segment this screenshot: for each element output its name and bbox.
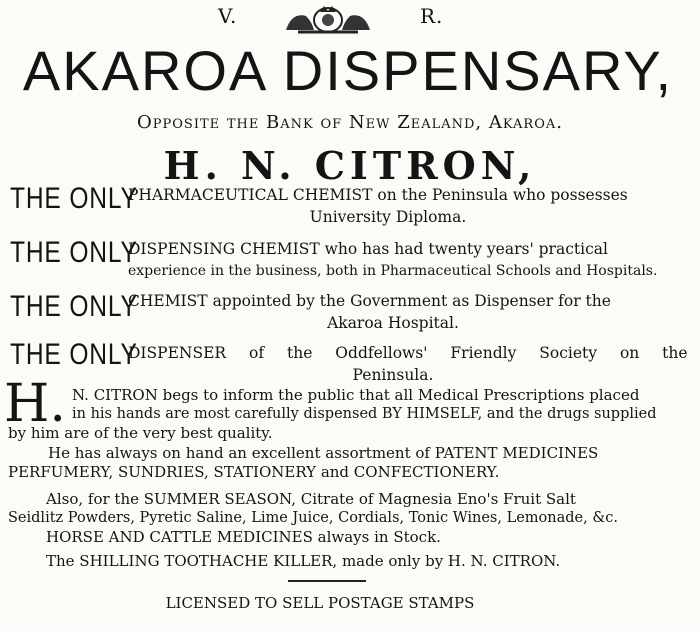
notice-line-3: by him are of the very best quality. — [8, 424, 273, 442]
claim-text-3 — [128, 290, 658, 334]
notice-line-2: in his hands are most carefully dispensed BY HIMSELF, and the drugs supplied — [72, 406, 657, 422]
address-subtitle: Opposite the Bank of New Zealand, Akaroa. — [137, 112, 563, 133]
claim-1-line2: University Diploma. — [309, 208, 467, 226]
toothache-killer-line: The SHILLING TOOTHACHE KILLER, made only by H. N. CITRON. — [46, 552, 561, 570]
claim-text-4 — [128, 342, 688, 386]
claim-3-line1: CHEMIST appointed by the Government as Dispenser for the — [128, 292, 611, 310]
claim-3-line2: Akaroa Hospital. — [327, 314, 459, 332]
proprietor-name: H. N. CITRON, — [163, 143, 537, 188]
summer-line-2: Seidlitz Powders, Pyretic Saline, Lime Juice, Cordials, Tonic Wines, Lemonade, &c. — [8, 510, 618, 526]
header-letter-r: R. — [420, 4, 444, 28]
summer-line-1: Also, for the SUMMER SEASON, Citrate of Magnesia Eno's Fruit Salt — [46, 490, 576, 508]
claim-lead-3: THE ONLY — [10, 290, 138, 323]
stock-line-1: He has always on hand an excellent assortment of PATENT MEDICINES — [48, 444, 599, 462]
claim-4-line2: Peninsula. — [352, 366, 434, 384]
royal-crest-icon — [278, 2, 378, 36]
claim-2-line2: experience in the business, both in Pharmaceutical Schools and Hospitals. — [128, 263, 658, 279]
claim-lead-2: THE ONLY — [10, 236, 138, 269]
claim-text-1 — [128, 184, 648, 228]
claim-1-line1: PHARMACEUTICAL CHEMIST on the Peninsula who possesses — [128, 186, 628, 204]
claim-lead-1: THE ONLY — [10, 182, 138, 215]
claim-2-line1: DISPENSING CHEMIST who has had twenty years' practical — [128, 240, 608, 258]
header-letter-v: V. — [218, 4, 238, 28]
notice-dropcap: H. — [4, 374, 66, 434]
stock-line-2: PERFUMERY, SUNDRIES, STATIONERY and CONFECTIONERY. — [8, 463, 500, 481]
claim-text-2 — [128, 238, 676, 282]
licensed-notice: LICENSED TO SELL POSTAGE STAMPS — [165, 594, 475, 612]
divider-rule — [288, 580, 366, 582]
claim-4-line1: DISPENSER of the Oddfellows' Friendly Society on the — [128, 344, 688, 362]
page-title: AKAROA DISPENSARY, — [22, 39, 674, 102]
notice-line-1: N. CITRON begs to inform the public that all Medical Prescriptions placed — [72, 386, 640, 404]
claim-lead-4: THE ONLY — [10, 338, 138, 371]
horse-medicines-line: HORSE AND CATTLE MEDICINES always in Stock. — [46, 528, 441, 546]
